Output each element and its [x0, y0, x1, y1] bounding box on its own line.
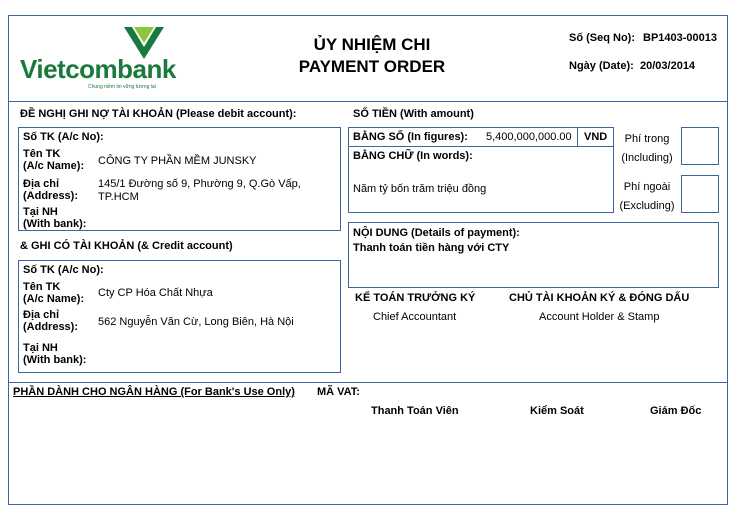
figures-label: BẰNG SỐ (In figures):	[353, 131, 468, 143]
title-english: PAYMENT ORDER	[298, 57, 446, 76]
logo-tagline: Chung niềm tin vững tương lai	[88, 84, 156, 90]
title-vietnamese: ỦY NHIỆM CHI	[313, 35, 431, 54]
date-value: 20/03/2014	[640, 60, 696, 72]
words-value: Năm tỷ bốn trăm triệu đồng	[353, 183, 487, 195]
details-label: NỘI DUNG (Details of payment):	[353, 227, 520, 239]
currency-label: VND	[584, 131, 608, 143]
debit-address-label: Địa chỉ (Address):	[23, 178, 79, 202]
amount-row-divider	[348, 146, 614, 147]
accountant-signature-title: KẾ TOÁN TRƯỞNG KÝ	[355, 292, 476, 304]
currency-divider	[577, 127, 578, 146]
debit-address-value: 145/1 Đường số 9, Phường 9, Q.Gò Vấp, TP.HCM	[98, 178, 301, 203]
credit-acc-name-value: Cty CP Hóa Chất Nhựa	[98, 287, 213, 299]
debit-bank-label: Tại NH (With bank):	[23, 206, 87, 230]
debit-acc-no-label: Số TK (A/c No):	[23, 131, 104, 143]
bank-use-divider	[8, 382, 728, 383]
debit-acc-name-value: CÔNG TY PHẦN MỀM JUNSKY	[98, 155, 257, 167]
bank-use-title: PHẦN DÀNH CHO NGÂN HÀNG (For Bank's Use Only)	[13, 386, 295, 398]
fee-excluding-label: Phí ngoài (Excluding)	[619, 181, 675, 212]
details-value: Thanh toán tiền hàng với CTY	[353, 242, 510, 254]
vat-label: MÃ VAT:	[317, 386, 360, 398]
seq-no-label: Số (Seq No):	[569, 32, 635, 44]
holder-signature-caption: Account Holder & Stamp	[539, 311, 660, 323]
fee-including-label: Phí trong (Including)	[621, 133, 673, 164]
credit-bank-label: Tại NH (With bank):	[23, 342, 87, 366]
teller-signature: Thanh Toán Viên	[371, 405, 459, 417]
logo-wordmark: Vietcombank	[20, 54, 176, 84]
seq-no-value: BP1403-00013	[643, 32, 718, 44]
debit-section-title: ĐỀ NGHỊ GHI NỢ TÀI KHOẢN (Please debit account):	[20, 108, 297, 120]
figures-value: 5,400,000,000.00	[486, 131, 572, 143]
fee-excluding-checkbox[interactable]	[681, 175, 719, 213]
fee-including-checkbox[interactable]	[681, 127, 719, 165]
amount-section-title: SỐ TIỀN (With amount)	[353, 108, 474, 120]
words-label: BẰNG CHỮ (In words):	[353, 150, 473, 162]
credit-acc-no-label: Số TK (A/c No):	[23, 264, 104, 276]
credit-address-label: Địa chỉ (Address):	[23, 309, 79, 333]
date-label: Ngày (Date):	[569, 60, 634, 72]
accountant-signature-caption: Chief Accountant	[373, 311, 457, 323]
debit-acc-name-label: Tên TK (A/c Name):	[23, 148, 85, 172]
director-signature: Giám Đốc	[650, 405, 702, 417]
credit-acc-name-label: Tên TK (A/c Name):	[23, 281, 85, 305]
holder-signature-title: CHỦ TÀI KHOẢN KÝ & ĐÓNG DẤU	[509, 292, 690, 304]
credit-address-value: 562 Nguyễn Văn Cừ, Long Biên, Hà Nội	[98, 316, 294, 328]
credit-section-title: & GHI CÓ TÀI KHOẢN (& Credit account)	[20, 240, 233, 252]
header-divider	[8, 101, 728, 102]
supervisor-signature: Kiểm Soát	[530, 405, 584, 417]
